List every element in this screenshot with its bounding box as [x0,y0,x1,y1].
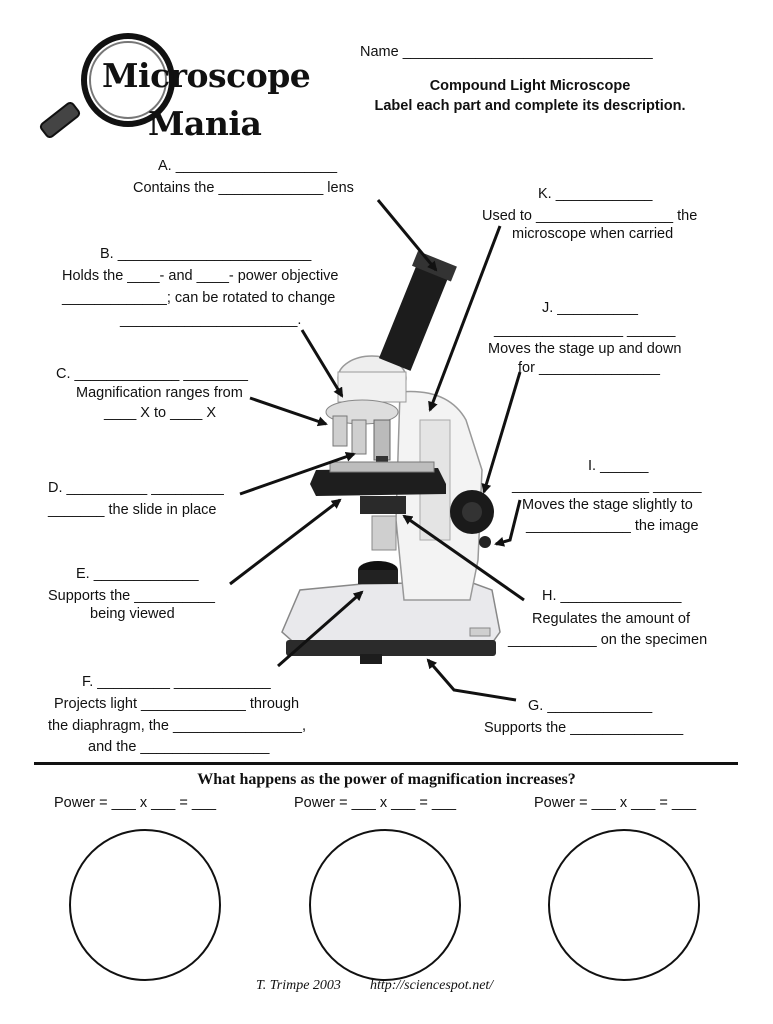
label-j-desc1: Moves the stage up and down [488,341,682,357]
field-of-view-circle-1[interactable] [69,829,221,981]
label-k-title[interactable]: K. ____________ [538,186,653,202]
name-blank[interactable]: _______________________________ [402,44,653,60]
arrow-g [428,660,516,700]
label-h-desc1: Regulates the amount of [532,611,690,627]
label-k-desc1[interactable]: Used to _________________ the [482,208,698,224]
footer [256,978,493,994]
label-b-desc2[interactable]: _____________; can be rotated to change [62,290,336,306]
arrow-i [496,500,520,544]
label-i-blank[interactable]: _________________ ______ [512,478,702,494]
logo-title-line2: Mania [148,104,262,143]
footer-author: T. Trimpe 2003 [256,978,341,993]
arrow-b [302,330,342,396]
label-g-title[interactable]: G. _____________ [528,698,653,714]
label-k-desc2: microscope when carried [512,226,674,242]
label-i-desc2[interactable]: _____________ the image [526,518,699,534]
label-f-desc2[interactable]: the diaphragm, the ________________, [48,718,306,734]
section-divider [34,762,738,765]
footer-url[interactable]: http://sciencespot.net/ [369,978,494,993]
arrow-k [430,226,500,410]
field-of-view-circle-2[interactable] [309,829,461,981]
label-e-desc1[interactable]: Supports the __________ [48,588,215,604]
label-c-desc1: Magnification ranges from [76,385,243,401]
label-f-desc1[interactable]: Projects light _____________ through [54,696,300,712]
arrow-j [484,372,520,492]
label-i-desc1: Moves the stage slightly to [522,497,693,513]
label-a-desc[interactable]: Contains the _____________ lens [133,180,354,196]
power-formula-1[interactable]: Power = ___ x ___ = ___ [54,795,217,811]
field-of-view-circle-3[interactable] [548,829,700,981]
label-e-desc2: being viewed [90,606,175,622]
label-i-title[interactable]: I. ______ [588,458,649,474]
label-b-title[interactable]: B. ________________________ [100,246,312,262]
name-label: Name [360,44,399,60]
logo-title-line1: Microscope [102,56,311,95]
power-formula-3[interactable]: Power = ___ x ___ = ___ [534,795,697,811]
label-f-desc3[interactable]: and the ________________ [88,739,270,755]
label-g-desc[interactable]: Supports the ______________ [484,720,684,736]
arrow-a [378,200,436,270]
label-d-desc[interactable]: _______ the slide in place [48,502,217,518]
label-c-title[interactable]: C. _____________ ________ [56,366,248,382]
label-h-title[interactable]: H. _______________ [542,588,682,604]
label-d-title[interactable]: D. __________ _________ [48,480,224,496]
label-b-desc1[interactable]: Holds the ____- and ____- power objective [62,268,339,284]
arrow-c [250,398,326,424]
label-f-title[interactable]: F. _________ ____________ [82,674,271,690]
label-j-desc2[interactable]: for _______________ [518,360,660,376]
label-j-title[interactable]: J. __________ [542,300,638,316]
label-c-desc2[interactable]: ____ X to ____ X [104,405,217,421]
worksheet-title: Compound Light Microscope [429,78,631,94]
worksheet-subtitle: Label each part and complete its description. [374,98,686,114]
name-field[interactable] [360,44,653,61]
label-e-title[interactable]: E. _____________ [76,566,199,582]
label-b-desc3[interactable]: ______________________. [120,312,302,328]
magnification-question: What happens as the power of magnification increases? [197,771,576,788]
power-formula-2[interactable]: Power = ___ x ___ = ___ [294,795,457,811]
label-a-title[interactable]: A. ____________________ [158,158,338,174]
label-j-blank[interactable]: ________________ ______ [494,322,676,338]
arrow-e [230,500,340,584]
label-h-desc2[interactable]: ___________ on the specimen [508,632,708,648]
